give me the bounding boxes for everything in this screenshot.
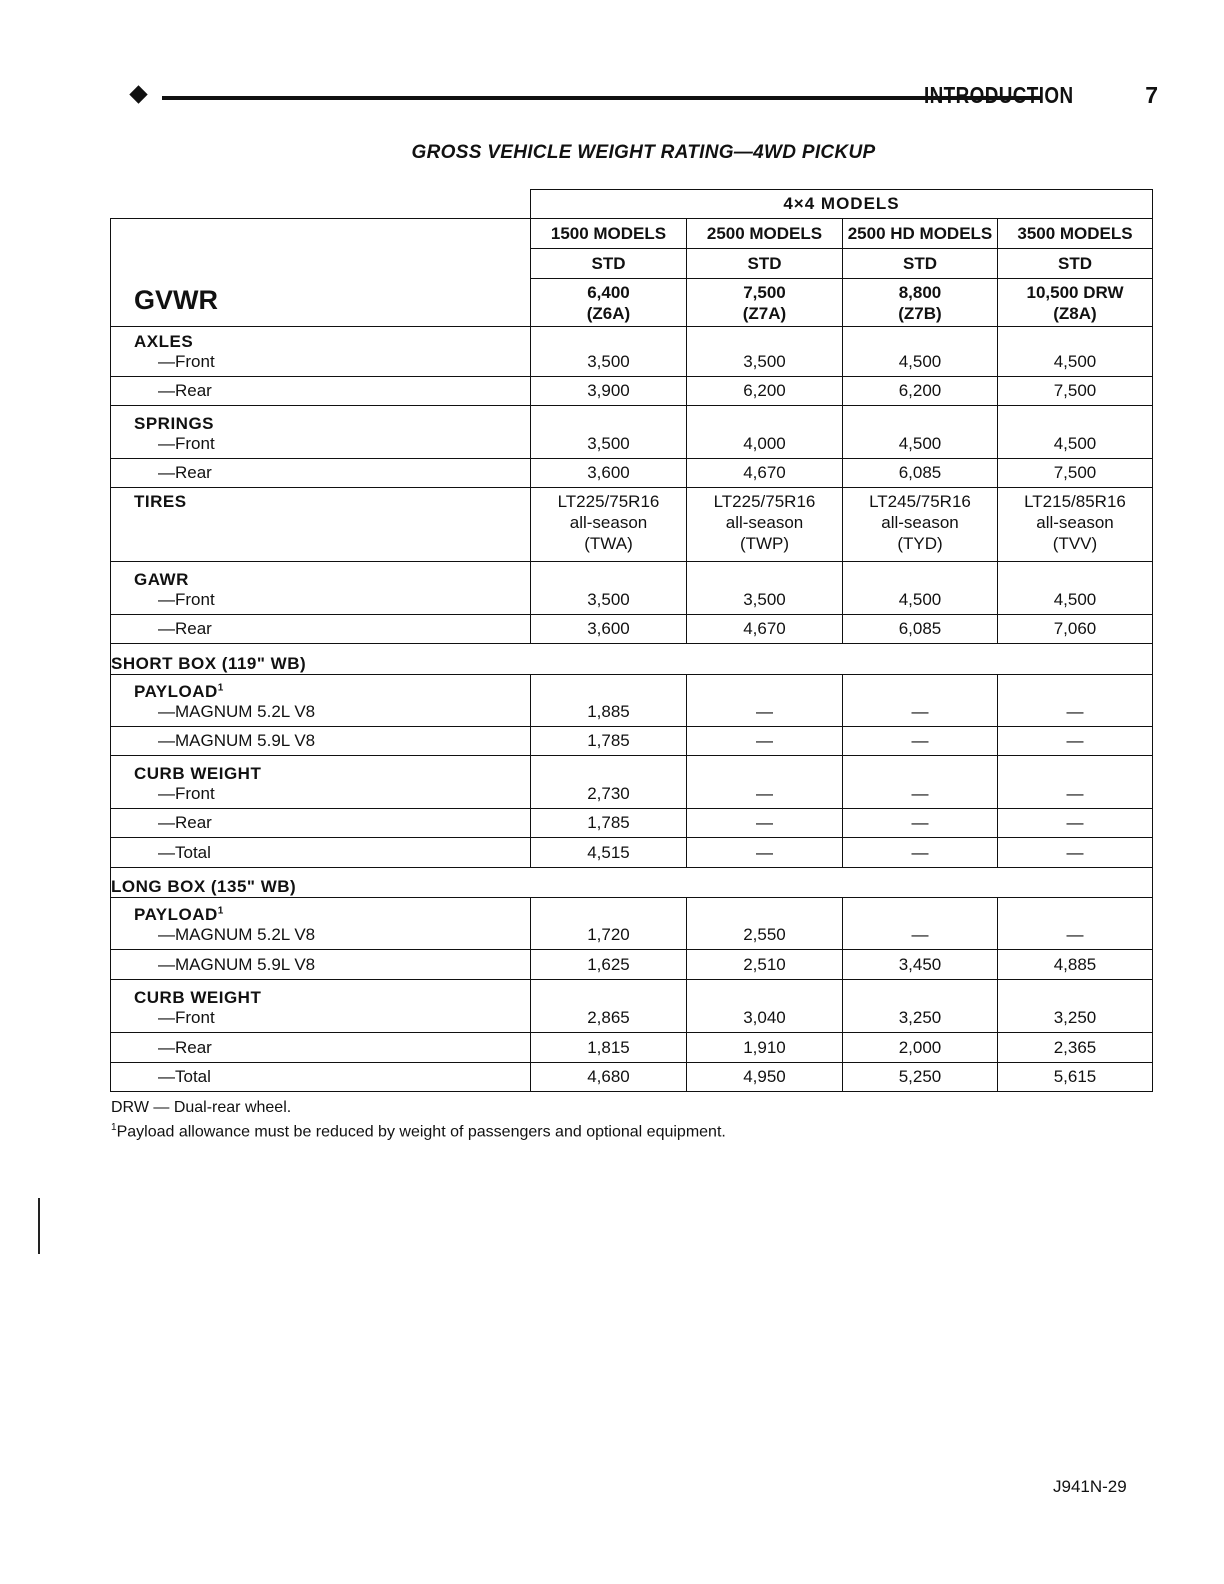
table-row: —MAGNUM 5.9L V8 1,785 — — — bbox=[111, 727, 1153, 756]
tires-label: TIRES bbox=[134, 492, 187, 511]
tire-cell: LT245/75R16 all-season (TYD) bbox=[843, 488, 998, 562]
gvwr-label-cell bbox=[111, 219, 531, 327]
model-header-row bbox=[111, 219, 1153, 249]
curb-weight-label: CURB WEIGHT bbox=[134, 764, 262, 783]
axles-label: AXLES bbox=[134, 332, 194, 351]
payload-label: PAYLOAD$^1$ bbox=[134, 682, 224, 701]
diamond-bullet-icon bbox=[129, 85, 147, 103]
table-row: —Rear 1,785 — — — bbox=[111, 809, 1153, 838]
springs-label: SPRINGS bbox=[134, 414, 215, 433]
table-row bbox=[111, 488, 1153, 562]
gvwr-cell: 10,500 DRW (Z8A) bbox=[998, 279, 1153, 327]
table-row: SPRINGS —Front 3,500 4,000 4,500 4,500 bbox=[111, 406, 1153, 459]
std-cell: STD bbox=[843, 249, 998, 279]
table-row: CURB WEIGHT —Front 2,730 — — — bbox=[111, 756, 1153, 809]
drw-footnote: DRW — Dual-rear wheel. bbox=[111, 1099, 292, 1116]
tire-cell: LT225/75R16 all-season (TWA) bbox=[531, 488, 687, 562]
table-row: PAYLOAD$^1$ —MAGNUM 5.2L V8 1,885 — — — bbox=[111, 675, 1153, 727]
gvwr-label: GVWR bbox=[134, 285, 218, 315]
tire-cell: LT215/85R16 all-season (TVV) bbox=[998, 488, 1153, 562]
table-row: —Rear 3,900 6,200 6,200 7,500 bbox=[111, 377, 1153, 406]
table-row: GAWR —Front 3,500 3,500 4,500 4,500 bbox=[111, 562, 1153, 615]
short-box-heading: SHORT BOX (119" WB) bbox=[111, 644, 1153, 675]
page-header bbox=[128, 82, 1164, 112]
gvwr-cell: 7,500 (Z7A) bbox=[687, 279, 843, 327]
section-title: INTRODUCTION bbox=[924, 82, 1074, 108]
curb-weight-label: CURB WEIGHT bbox=[134, 988, 262, 1007]
std-cell: STD bbox=[687, 249, 843, 279]
gawr-label: GAWR bbox=[134, 570, 189, 589]
group-header: 4×4 MODELS bbox=[531, 190, 1153, 219]
gvwr-table bbox=[110, 189, 1153, 1092]
page-number: 7 bbox=[1145, 82, 1158, 108]
std-cell: STD bbox=[531, 249, 687, 279]
payload-label: PAYLOAD$^1$ bbox=[134, 905, 224, 924]
table-row: —Rear 1,815 1,910 2,000 2,365 bbox=[111, 1033, 1153, 1063]
header-rule bbox=[162, 96, 1042, 100]
column-header: 2500 HD MODELS bbox=[843, 219, 998, 249]
column-header: 1500 MODELS bbox=[531, 219, 687, 249]
gvwr-cell: 6,400 (Z6A) bbox=[531, 279, 687, 327]
document-title: GROSS VEHICLE WEIGHT RATING—4WD PICKUP bbox=[411, 142, 876, 163]
scan-mark bbox=[38, 1198, 40, 1254]
gvwr-cell: 8,800 (Z7B) bbox=[843, 279, 998, 327]
group-header-row bbox=[111, 190, 1153, 219]
table-row: —Rear 3,600 4,670 6,085 7,060 bbox=[111, 615, 1153, 644]
section-row bbox=[111, 868, 1153, 898]
table-row: PAYLOAD$^1$ —MAGNUM 5.2L V8 1,720 2,550 — — bbox=[111, 898, 1153, 950]
table-row: —Rear 3,600 4,670 6,085 7,500 bbox=[111, 459, 1153, 488]
column-header: 2500 MODELS bbox=[687, 219, 843, 249]
section-row bbox=[111, 644, 1153, 675]
table-row: —MAGNUM 5.9L V8 1,625 2,510 3,450 4,885 bbox=[111, 950, 1153, 980]
column-header: 3500 MODELS bbox=[998, 219, 1153, 249]
payload-footnote: $^1$Payload allowance must be reduced by weight of passengers and optional equipment. bbox=[111, 1122, 726, 1141]
document-code: J941N-29 bbox=[1053, 1477, 1127, 1496]
table-row: —Total 4,515 — — — bbox=[111, 838, 1153, 868]
long-box-heading: LONG BOX (135" WB) bbox=[111, 868, 1153, 898]
tire-cell: LT225/75R16 all-season (TWP) bbox=[687, 488, 843, 562]
table-row: AXLES —Front 3,500 3,500 4,500 4,500 bbox=[111, 327, 1153, 377]
table-row: —Total 4,680 4,950 5,250 5,615 bbox=[111, 1063, 1153, 1092]
std-cell: STD bbox=[998, 249, 1153, 279]
footnotes bbox=[111, 1098, 726, 1142]
table-row: CURB WEIGHT —Front 2,865 3,040 3,250 3,250 bbox=[111, 980, 1153, 1033]
